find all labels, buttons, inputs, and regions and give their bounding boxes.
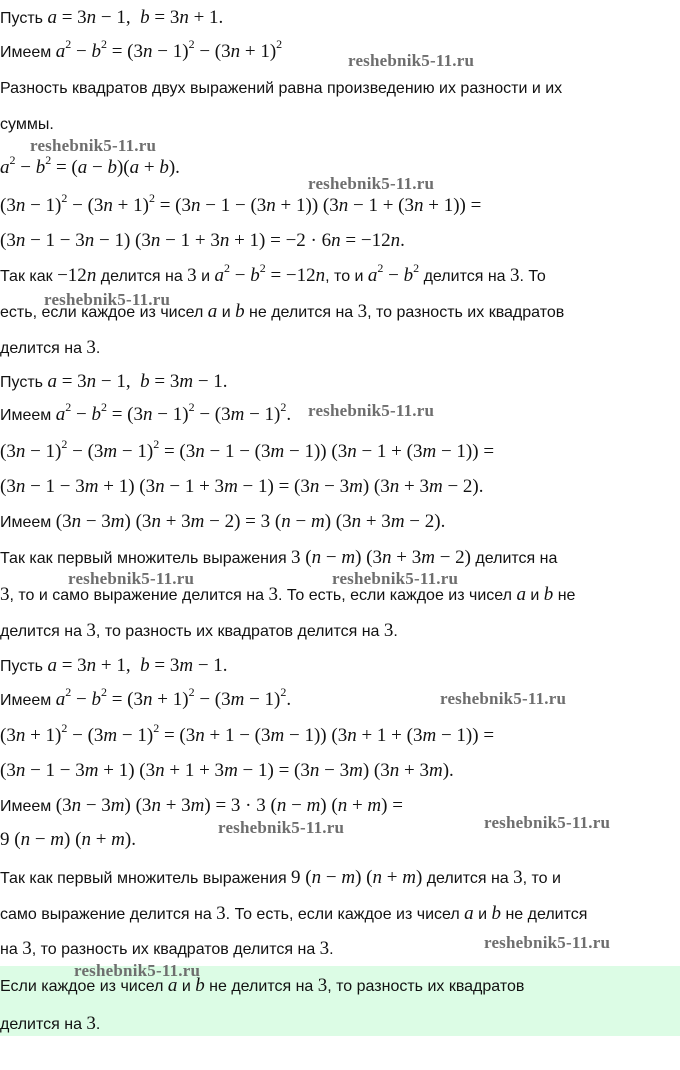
- text-line-20: [0, 684, 292, 711]
- text-line-15: [0, 512, 445, 533]
- text: не делится на: [244, 304, 358, 321]
- text-line-2: [0, 36, 283, 63]
- formula-line-24: [0, 830, 136, 851]
- watermark: reshebnik5-11.ru: [308, 174, 435, 193]
- watermark: reshebnik5-11.ru: [44, 290, 171, 309]
- formula-line-21: [0, 720, 495, 747]
- formula-line-13: [0, 436, 495, 463]
- text-line-16: [0, 548, 557, 569]
- text: Если каждое из чисел: [0, 978, 168, 995]
- text-line-12: [0, 399, 292, 426]
- text: , то разность их квадратов: [327, 978, 525, 995]
- text: делится на: [0, 1016, 87, 1033]
- text: есть, если каждое из чисел: [0, 304, 208, 321]
- text: и: [525, 587, 544, 604]
- formula: 3: [22, 938, 32, 959]
- text-line-26: [0, 904, 587, 925]
- formula: a: [464, 903, 474, 924]
- watermark: reshebnik5-11.ru: [440, 689, 567, 708]
- formula: $(3n - 1)^2 - (3m - 1)^2 = (3n - 1 - (3m - 1))$ (3n − 1 + (3m − 1)) =: [0, 436, 495, 462]
- watermark: reshebnik5-11.ru: [30, 136, 157, 155]
- watermark: reshebnik5-11.ru: [74, 961, 201, 980]
- text: не делится на: [204, 978, 318, 995]
- watermark: reshebnik5-11.ru: [484, 933, 611, 952]
- text-line-3: [0, 79, 562, 99]
- formula: (3n − 1 − 3n − 1) (3n − 1 + 3n + 1) = −2 · 6n = −12n.: [0, 230, 405, 251]
- text: Имеем: [0, 514, 56, 531]
- formula: $a^2 - b^2 = (3n - 1)^2 - (3n + 1)^2$: [55, 36, 283, 62]
- formula: 3: [0, 584, 10, 605]
- text-line-27: [0, 939, 334, 960]
- text-line-19: [0, 656, 228, 677]
- text: не: [553, 587, 576, 604]
- text: Разность квадратов двух выражений равна произведению их разности и их: [0, 80, 563, 97]
- formula: 3: [216, 903, 226, 924]
- formula: (3n − 3m) (3n + 3m − 2) = 3 (n − m) (3n + 3m − 2).: [55, 511, 446, 532]
- formula: b: [195, 975, 205, 996]
- formula: $a^2 - b^2 = (a - b)(a + b)$.: [0, 152, 180, 178]
- formula: b: [491, 903, 501, 924]
- formula: $(3n - 1)^2 - (3n + 1)^2 = (3n - 1 - (3n + 1))$ (3n − 1 + (3n + 1)) =: [0, 190, 482, 216]
- text: Имеем: [0, 407, 56, 424]
- formula: a: [167, 975, 178, 996]
- formula: b: [543, 584, 554, 605]
- text: само выражение делится на: [0, 906, 217, 923]
- text: Пусть: [0, 10, 48, 27]
- formula: 9 (n − m) (n + m).: [0, 829, 136, 850]
- formula: a = 3n − 1, b = 3n + 1.: [47, 7, 224, 28]
- formula: 3: [86, 1013, 96, 1034]
- formula: 3: [187, 265, 197, 286]
- text: делится на: [470, 550, 558, 567]
- formula: (3n − 3m) (3n + 3m) = 3 · 3 (n − m) (n + m) =: [55, 795, 403, 816]
- text: Имеем: [0, 798, 56, 815]
- text: , то и само выражение делится на: [9, 587, 269, 604]
- formula: 3: [357, 301, 368, 322]
- formula: $a^2 - b^2$: [367, 260, 420, 286]
- text: Имеем: [0, 692, 56, 709]
- text: Имеем: [0, 44, 56, 61]
- text-line-1: [0, 8, 223, 29]
- formula-line-6: [0, 190, 482, 217]
- formula: 3: [510, 265, 520, 286]
- formula: a = 3n − 1, b = 3m − 1.: [47, 371, 228, 392]
- text: Так как первый множитель выражения: [0, 550, 292, 567]
- formula: 3: [268, 584, 278, 605]
- text: делится на: [96, 268, 188, 285]
- text: делится на: [0, 340, 87, 357]
- formula-line-22: [0, 761, 454, 782]
- text-line-18: [0, 621, 398, 642]
- formula: 3: [383, 620, 394, 641]
- text-line-25: [0, 868, 561, 889]
- text: , то и: [522, 870, 561, 887]
- formula: 3 (n − m) (3n + 3m − 2): [291, 547, 471, 568]
- text: .: [329, 941, 334, 958]
- formula: 3: [317, 975, 328, 996]
- text: , то и: [325, 268, 368, 285]
- text-line-8: [0, 260, 546, 287]
- formula: $a^2 - b^2 = (3n - 1)^2 - (3m - 1)^2$.: [55, 399, 292, 425]
- formula: 3: [86, 337, 96, 358]
- text: , то разность их квадратов: [367, 304, 565, 321]
- watermark: reshebnik5-11.ru: [348, 51, 475, 70]
- watermark: reshebnik5-11.ru: [218, 818, 345, 837]
- watermark: reshebnik5-11.ru: [308, 401, 435, 420]
- text: . То: [519, 268, 546, 285]
- text: . То есть, если каждое из чисел: [225, 906, 465, 923]
- formula: a: [516, 584, 526, 605]
- text: . То есть, если каждое из чисел: [277, 587, 517, 604]
- text: Так как первый множитель выражения: [0, 870, 292, 887]
- text: и: [177, 978, 196, 995]
- text: на: [0, 941, 23, 958]
- text: Пусть: [0, 374, 48, 391]
- watermark: reshebnik5-11.ru: [484, 813, 611, 832]
- formula: $a^2 - b^2 = -12n$: [214, 260, 326, 286]
- text: делится на: [0, 623, 87, 640]
- text: и: [217, 304, 236, 321]
- formula: −12n: [57, 265, 97, 286]
- formula: (3n − 1 − 3m + 1) (3n + 1 + 3m − 1) = (3n − 3m) (3n + 3m).: [0, 760, 454, 781]
- formula: b: [235, 301, 245, 322]
- formula-line-7: [0, 231, 405, 252]
- formula: 3: [513, 867, 523, 888]
- formula-line-14: [0, 477, 484, 498]
- text: Пусть: [0, 658, 48, 675]
- text: делится на: [422, 870, 514, 887]
- text: Так как: [0, 268, 58, 285]
- text: и: [196, 268, 215, 285]
- formula: (3n − 1 − 3m + 1) (3n − 1 + 3m − 1) = (3n − 3m) (3n + 3m − 2).: [0, 476, 484, 497]
- conclusion-line-2: [0, 1014, 100, 1035]
- formula-line-5: [0, 152, 180, 179]
- watermark: reshebnik5-11.ru: [332, 569, 459, 588]
- watermark: reshebnik5-11.ru: [68, 569, 195, 588]
- text: делится на: [419, 268, 510, 285]
- text-line-11: [0, 372, 228, 393]
- formula: 9 (n − m) (n + m): [291, 867, 423, 888]
- text-line-4: [0, 115, 54, 135]
- formula: 3: [319, 938, 330, 959]
- text: .: [95, 1016, 101, 1033]
- text: , то разность их квадратов делится на: [31, 941, 320, 958]
- text: .: [393, 623, 398, 640]
- text: .: [95, 340, 101, 357]
- text-line-23: [0, 796, 403, 817]
- formula: a = 3n + 1, b = 3m − 1.: [47, 655, 228, 676]
- formula: 3: [86, 620, 96, 641]
- text: , то разность их квадратов делится на: [95, 623, 384, 640]
- formula: a: [207, 301, 218, 322]
- text-line-10: [0, 338, 100, 359]
- text: суммы.: [0, 116, 54, 133]
- text: и: [473, 906, 492, 923]
- text: не делится: [501, 906, 588, 923]
- formula: $(3n + 1)^2 - (3m - 1)^2 = (3n + 1 - (3m - 1))$ (3n + 1 + (3m − 1)) =: [0, 720, 495, 746]
- formula: $a^2 - b^2 = (3n + 1)^2 - (3m - 1)^2$.: [55, 684, 292, 710]
